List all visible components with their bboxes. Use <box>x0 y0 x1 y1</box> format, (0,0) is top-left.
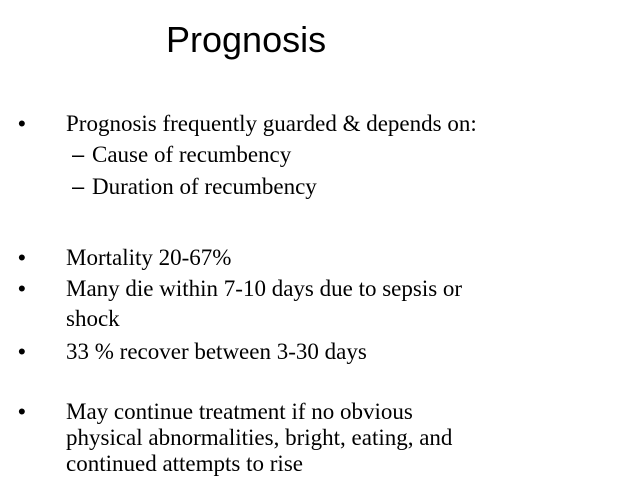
bullet-marker: • <box>18 276 26 301</box>
bullet-marker: • <box>18 339 26 364</box>
bullet-marker: • <box>18 111 26 136</box>
sub-bullet-text: Duration of recumbency <box>92 174 317 199</box>
bullet-text-continued: shock <box>66 306 120 331</box>
bullet-text: May continue treatment if no obvious <box>66 399 413 424</box>
slide-title: Prognosis <box>166 19 327 60</box>
sub-bullet-marker: – <box>72 142 85 167</box>
bullet-marker: • <box>18 245 26 270</box>
bullet-text: Mortality 20-67% <box>66 245 232 270</box>
bullet-text: 33 % recover between 3-30 days <box>66 339 367 364</box>
bullet-text: Many die within 7-10 days due to sepsis or <box>66 276 463 301</box>
bullet-text: Prognosis frequently guarded & depends on: <box>66 111 477 136</box>
bullet-text-continued: continued attempts to rise <box>66 451 303 476</box>
sub-bullet-marker: – <box>72 174 85 199</box>
sub-bullet-text: Cause of recumbency <box>92 142 292 167</box>
bullet-text-continued: physical abnormalities, bright, eating, and <box>66 425 453 450</box>
bullet-marker: • <box>18 399 26 424</box>
